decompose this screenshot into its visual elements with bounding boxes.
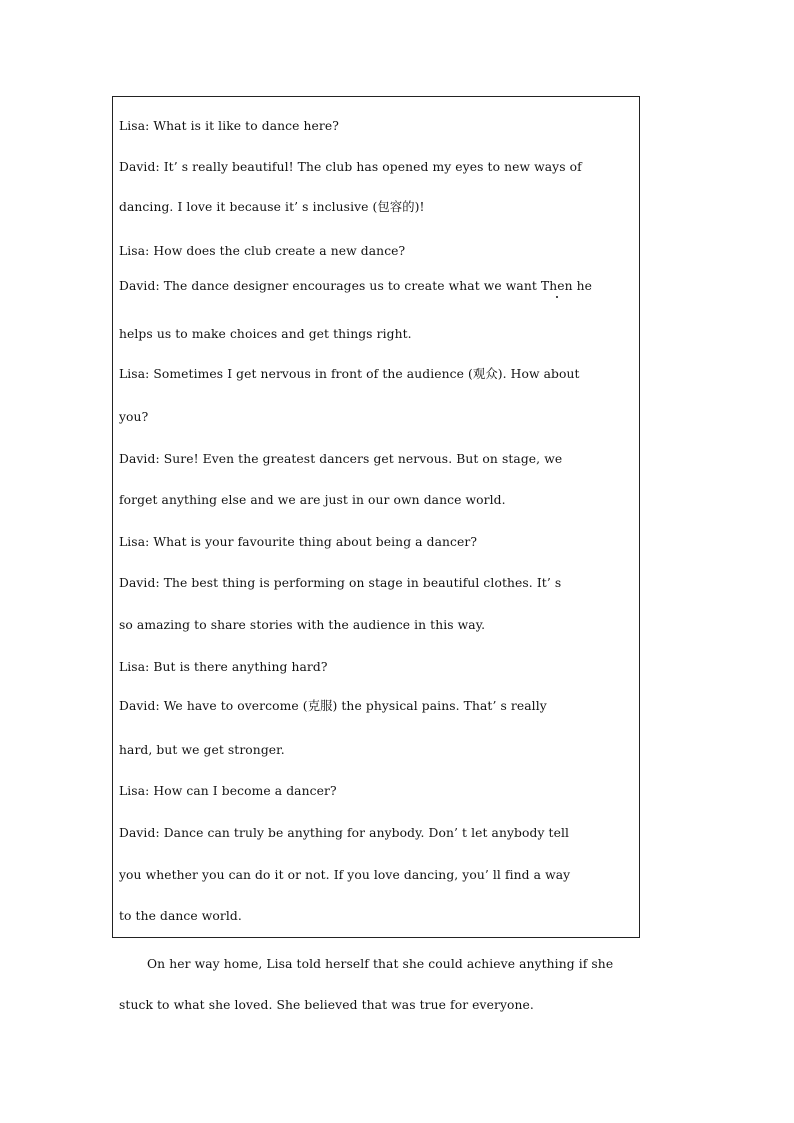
dialogue-line: Lisa: But is there anything hard? — [119, 660, 328, 674]
dialogue-line: dancing. I love it because it’ s inclusive (包容的)! — [119, 200, 425, 214]
dialogue-line: David: Sure! Even the greatest dancers get nervous. But on stage, we — [119, 452, 563, 466]
dialogue-line: Lisa: What is it like to dance here? — [119, 119, 339, 133]
dialogue-line: to the dance world. — [119, 909, 242, 923]
dialogue-line: you? — [119, 410, 149, 424]
dialogue-line: Lisa: How can I become a dancer? — [119, 784, 337, 798]
dot-mark — [556, 296, 558, 298]
closing-line: On her way home, Lisa told herself that she could achieve anything if she — [147, 957, 614, 971]
dialogue-line: helps us to make choices and get things right. — [119, 327, 412, 341]
dialogue-line: you whether you can do it or not. If you love dancing, you’ ll find a way — [119, 868, 571, 882]
dialogue-line: David: Dance can truly be anything for anybody. Don’ t let anybody tell — [119, 826, 570, 840]
dialogue-line: forget anything else and we are just in our own dance world. — [119, 493, 506, 507]
closing-line: stuck to what she loved. She believed that was true for everyone. — [119, 998, 534, 1012]
dialogue-line: Lisa: How does the club create a new dance? — [119, 244, 406, 258]
dialogue-line: David: We have to overcome (克服) the physical pains. That’ s really — [119, 699, 547, 713]
dialogue-line: hard, but we get stronger. — [119, 743, 285, 757]
dialogue-line: David: The dance designer encourages us to create what we want Then he — [119, 279, 593, 293]
dialogue-line: so amazing to share stories with the audience in this way. — [119, 618, 486, 632]
dialogue-line: Lisa: What is your favourite thing about being a dancer? — [119, 535, 478, 549]
dialogue-line: Lisa: Sometimes I get nervous in front of the audience (观众). How about — [119, 367, 580, 381]
dialogue-line: David: The best thing is performing on stage in beautiful clothes. It’ s — [119, 576, 562, 590]
dialogue-box — [112, 96, 640, 938]
dialogue-line: David: It’ s really beautiful! The club has opened my eyes to new ways of — [119, 160, 582, 174]
